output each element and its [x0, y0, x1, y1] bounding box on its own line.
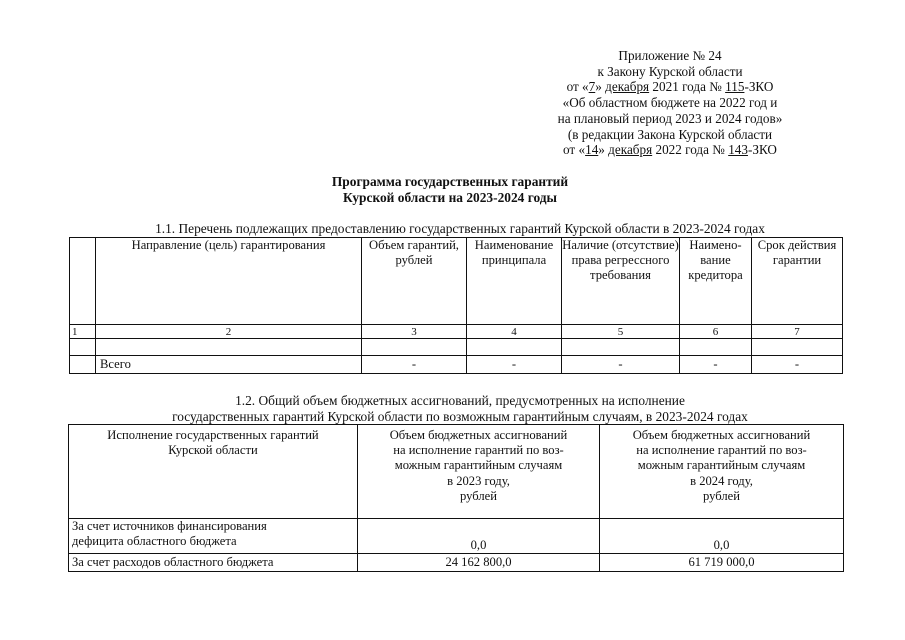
document-title [250, 174, 650, 206]
title-line-2: Курской области на 2023-2024 годы [342, 190, 558, 205]
header-cell-2023 [358, 425, 600, 519]
value-2024: 61 719 000,0 [600, 554, 844, 572]
table-cell [70, 356, 96, 374]
column-number: 2 [96, 325, 362, 339]
table-cell [680, 339, 752, 356]
table-cell [752, 339, 843, 356]
caption-line-2: государственных гарантий Курской области по возможным гарантийным случаям, в 2023-2024 годах [172, 408, 748, 424]
appendix-revision: (в редакции Закона Курской области [567, 126, 773, 142]
column-number-row [70, 325, 843, 339]
table-row [69, 554, 844, 572]
column-number: 5 [562, 325, 680, 339]
total-row [70, 356, 843, 374]
section-1-caption: 1.1. Перечень подлежащих предоставлению государственных гарантий Курской области в 2023-2024 годах [155, 221, 765, 236]
header-line: в 2024 году, [690, 473, 753, 488]
header-cell: Срок действия гарантии [752, 238, 843, 325]
total-value: - [680, 356, 752, 374]
row-label-line: дефицита областного бюджета [72, 534, 237, 549]
table-cell [70, 339, 96, 356]
table-cell [467, 339, 562, 356]
header-cell [70, 238, 96, 325]
column-number: 7 [752, 325, 843, 339]
header-line: можным гарантийным случаям [637, 458, 806, 473]
column-number: 3 [362, 325, 467, 339]
value-2024: 0,0 [600, 519, 844, 554]
table-cell [362, 339, 467, 356]
value-2023: 0,0 [358, 519, 600, 554]
appendix-heading [520, 48, 820, 158]
caption-line-1: 1.2. Общий объем бюджетных ассигнований, предусмотренных на исполнение [235, 393, 685, 408]
guarantees-list-table [69, 237, 843, 374]
section-2-caption [70, 393, 850, 424]
total-value: - [467, 356, 562, 374]
table-row [69, 519, 844, 554]
column-number: 4 [467, 325, 562, 339]
header-line: Объем бюджетных ассигнований [389, 428, 568, 442]
row-label: За счет расходов областного бюджета [69, 554, 358, 572]
appendix-law-title-2: на плановый период 2023 и 2024 годов» [557, 110, 783, 126]
table-header-row [70, 238, 843, 325]
total-value: - [362, 356, 467, 374]
appendix-law-date-2: от «14» декабря 2022 года № 143-ЗКО [563, 142, 777, 158]
total-value: - [562, 356, 680, 374]
header-cell: Объем гарантий, рублей [362, 238, 467, 325]
column-number: 1 [70, 325, 96, 339]
budget-allocations-table [68, 424, 844, 572]
header-line: Курской области [168, 443, 258, 458]
header-line: можным гарантийным случаям [394, 458, 563, 473]
total-value: - [752, 356, 843, 374]
header-cell-2024 [600, 425, 844, 519]
title-line-1: Программа государственных гарантий [331, 174, 569, 189]
header-cell: Направление (цель) гарантирования [96, 238, 362, 325]
table-header-row [69, 425, 844, 519]
header-line: рублей [703, 488, 740, 503]
appendix-number: Приложение № 24 [618, 48, 722, 63]
row-label [69, 519, 358, 554]
appendix-law-date-1: от «7» декабря 2021 года № 115-ЗКО [566, 79, 774, 95]
header-line: на исполнение гарантий по воз- [636, 443, 807, 458]
header-cell: Наимено-вание кредитора [680, 238, 752, 325]
header-cell: Наличие (отсутствие) права регрессного требования [562, 238, 680, 325]
header-cell-execution [69, 425, 358, 519]
row-label-line: За счет источников финансирования [72, 519, 267, 533]
header-line: Объем бюджетных ассигнований [632, 428, 811, 442]
value-2023: 24 162 800,0 [358, 554, 600, 572]
total-label: Всего [96, 356, 362, 374]
table-cell [562, 339, 680, 356]
appendix-law-title-1: «Об областном бюджете на 2022 год и [562, 95, 778, 111]
header-cell: Наименование принципала [467, 238, 562, 325]
table-cell [96, 339, 362, 356]
header-line: рублей [460, 488, 497, 503]
table-row [70, 339, 843, 356]
column-number: 6 [680, 325, 752, 339]
appendix-law-ref: к Закону Курской области [597, 63, 743, 79]
header-line: в 2023 году, [447, 473, 510, 488]
header-line: Исполнение государственных гарантий [107, 428, 319, 442]
header-line: на исполнение гарантий по воз- [393, 443, 564, 458]
